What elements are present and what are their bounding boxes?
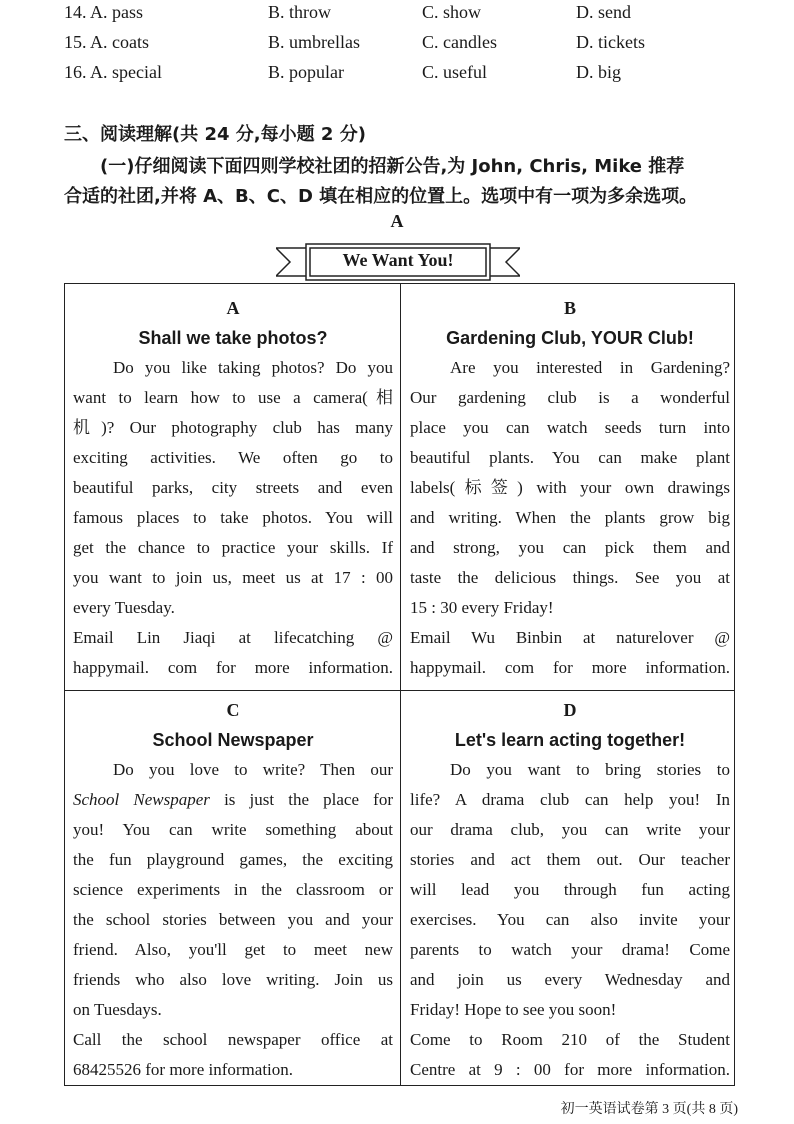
text-line: happymail. com for more information.: [73, 658, 393, 677]
intro-line-2: 合适的社团,并将 A、B、C、D 填在相应的位置上。选项中有一项为多余选项。: [64, 186, 698, 207]
card-title: Let's learn acting together!: [454, 730, 686, 750]
club-card-c: [73, 695, 393, 1085]
text-line: beautiful parks, city streets and even: [73, 478, 393, 497]
card-letter: C: [226, 700, 240, 720]
card-letter: D: [563, 700, 577, 720]
section-title: 三、阅读理解(共 24 分,每小题 2 分): [64, 124, 366, 145]
page-footer: 初一英语试卷第 3 页(共 8 页): [560, 1102, 738, 1117]
option-b: B. umbrellas: [268, 32, 360, 52]
text-line: [73, 785, 393, 815]
text-line: want to learn how to use a camera(相: [73, 388, 393, 407]
text-line: famous places to take photos. You will: [73, 508, 393, 527]
text-line: science experiments in the classroom or: [73, 880, 393, 899]
text-line: life? A drama club can help you! In: [410, 790, 730, 809]
text-line: Do you want to bring stories to: [450, 760, 730, 779]
option-a: 16. A. special: [64, 62, 162, 82]
card-title: Gardening Club, YOUR Club!: [446, 328, 694, 348]
option-c: C. show: [422, 2, 482, 22]
text-line: Friday! Hope to see you soon!: [410, 1000, 617, 1019]
option-b: B. throw: [268, 2, 331, 22]
text-line: beautiful plants. You can make plant: [410, 448, 730, 467]
text-line: get the chance to practice your skills. If: [73, 538, 393, 557]
card-letter: B: [563, 298, 576, 318]
text-line: 15 : 30 every Friday!: [410, 598, 554, 617]
text-line: will lead you through fun acting: [410, 880, 730, 899]
club-card-a: [73, 293, 393, 683]
text-line: Are you interested in Gardening?: [450, 358, 730, 377]
intro-line-1: (一)仔细阅读下面四则学校社团的招新公告,为 John, Chris, Mike 推荐: [100, 156, 685, 177]
text-line: and strong, you can pick them and: [410, 538, 730, 557]
grid-divider-horizontal: [64, 690, 735, 691]
text-line: every Tuesday.: [73, 598, 175, 617]
passage-label: A: [390, 211, 404, 231]
newspaper-name: School Newspaper: [73, 790, 210, 809]
option-row-16: [0, 62, 794, 90]
text-line: the fun playground games, the exciting: [73, 850, 393, 869]
text-line: Come to Room 210 of the Student: [410, 1030, 730, 1049]
text-line: you! You can write something about: [73, 820, 393, 839]
text-line: exercises. You can also invite your: [410, 910, 730, 929]
option-a: 14. A. pass: [64, 2, 144, 22]
text-line: labels(标签) with your own drawings: [410, 478, 730, 497]
text-line: happymail. com for more information.: [410, 658, 730, 677]
card-title: Shall we take photos?: [138, 328, 328, 348]
text-line: you want to join us, meet us at 17 : 00: [73, 568, 393, 587]
text-line: our drama club, you can write your: [410, 820, 730, 839]
text-line: parents to watch your drama! Come: [410, 940, 730, 959]
option-d: D. send: [576, 2, 631, 22]
option-c: C. candles: [422, 32, 497, 52]
club-card-b: [410, 293, 730, 683]
grid-divider-vertical: [400, 283, 401, 1086]
text-line: the school stories between you and your: [73, 910, 393, 929]
option-a: 15. A. coats: [64, 32, 149, 52]
text-line: Centre at 9 : 00 for more information.: [410, 1060, 730, 1079]
text-line: Email Lin Jiaqi at lifecatching @: [73, 628, 393, 647]
text-line: 机)? Our photography club has many: [73, 418, 393, 437]
text-line: Email Wu Binbin at naturelover @: [410, 628, 730, 647]
text-line: Do you like taking photos? Do you: [113, 358, 393, 377]
option-row-15: [0, 32, 794, 60]
option-d: D. big: [576, 62, 621, 82]
option-row-14: [0, 2, 794, 30]
text-line: Do you love to write? Then our: [113, 760, 393, 779]
text-line: and writing. When the plants grow big: [410, 508, 730, 527]
text-line: exciting activities. We often go to: [73, 448, 393, 467]
card-title: School Newspaper: [152, 730, 314, 750]
text-line: 68425526 for more information.: [73, 1060, 294, 1079]
text-line: taste the delicious things. See you at: [410, 568, 730, 587]
option-d: D. tickets: [576, 32, 645, 52]
text-fragment: is just the place for: [209, 790, 393, 809]
text-line: place you can watch seeds turn into: [410, 418, 730, 437]
text-line: on Tuesdays.: [73, 1000, 162, 1019]
club-card-d: [410, 695, 730, 1085]
option-b: B. popular: [268, 62, 344, 82]
option-c: C. useful: [422, 62, 487, 82]
text-line: friends who also love writing. Join us: [73, 970, 393, 989]
text-line: Call the school newspaper office at: [73, 1030, 393, 1049]
card-letter: A: [226, 298, 240, 318]
text-line: Our gardening club is a wonderful: [410, 388, 730, 407]
text-line: friend. Also, you'll get to meet new: [73, 940, 393, 959]
text-line: and join us every Wednesday and: [410, 970, 730, 989]
banner-title: We Want You!: [342, 250, 454, 270]
text-line: stories and act them out. Our teacher: [410, 850, 730, 869]
